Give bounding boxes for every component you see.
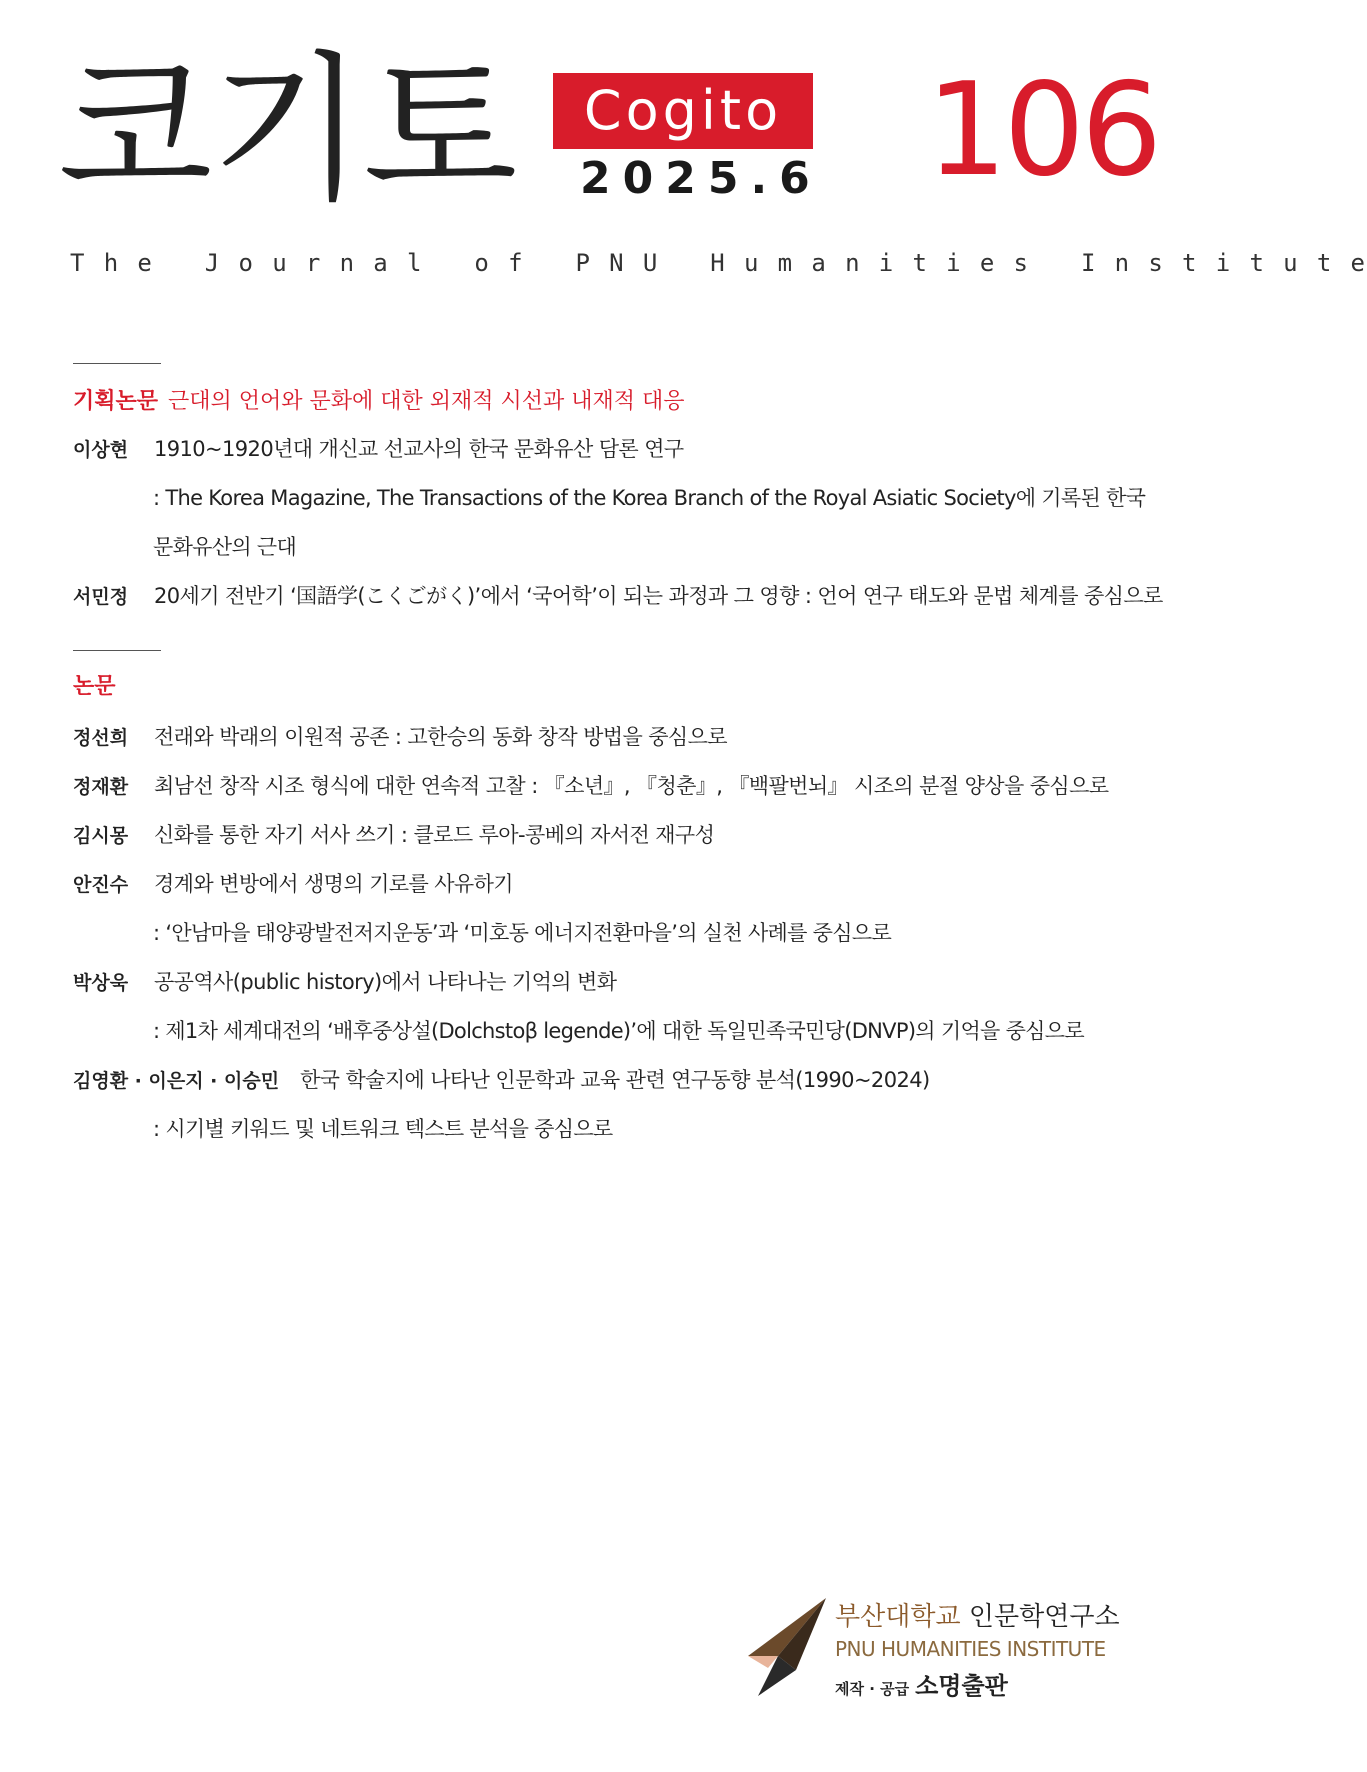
- article-author: 안진수: [73, 874, 129, 896]
- publisher-name: 소명출판: [915, 1672, 1008, 1700]
- article-author: 정선희: [73, 727, 129, 749]
- article-subtitle: : ‘안남마을 태양광발전저지운동’과 ‘미호동 에너지전환마을’의 실천 사례를 중심으로: [153, 921, 892, 945]
- article-entry: [73, 581, 1163, 612]
- article-entry: [73, 722, 727, 753]
- issue-number: 106: [926, 56, 1159, 205]
- issue-date: 2025.6: [580, 153, 822, 204]
- special-section-theme: 근대의 언어와 문화에 대한 외재적 시선과 내재적 대응: [168, 389, 685, 414]
- article-author: 이상현: [73, 439, 129, 461]
- special-section-heading: [73, 387, 685, 417]
- article-entry: [73, 967, 616, 998]
- article-title: 최남선 창작 시조 형식에 대한 연속적 고찰 : 『소년』, 『청춘』, 『백팔번뇌』 시조의 분절 양상을 중심으로: [154, 774, 1109, 798]
- article-entry: [73, 869, 513, 900]
- article-subtitle: : 제1차 세계대전의 ‘배후중상설(Dolchstoβ legende)’에 대한 독일민족국민당(DNVP)의 기억을 중심으로: [153, 1019, 1084, 1043]
- institute-name-english: PNU HUMANITIES INSTITUTE: [835, 1637, 1106, 1661]
- papers-section-label: 논문: [73, 674, 116, 699]
- journal-title-english: Cogito: [553, 73, 813, 149]
- article-title: 20세기 전반기 ‘国語学(こくごがく)’에서 ‘국어학’이 되는 과정과 그 영향 : 언어 연구 태도와 문법 체계를 중심으로: [154, 584, 1163, 608]
- institute-logo-icon: [738, 1598, 828, 1698]
- article-author: 정재환: [73, 776, 129, 798]
- producer-label: 제작 · 공급: [835, 1680, 910, 1698]
- institute-name-korean: [835, 1600, 1120, 1634]
- article-author: 서민정: [73, 586, 129, 608]
- producer-credit: [835, 1672, 1008, 1703]
- article-author: 김영환 · 이은지 · 이승민: [73, 1070, 280, 1092]
- special-section-label: 기획논문: [73, 389, 159, 414]
- university-name: 부산대학교: [835, 1602, 961, 1632]
- article-entry: [73, 1065, 930, 1096]
- journal-title-korean: 코기토: [58, 36, 516, 223]
- article-entry: [73, 820, 714, 851]
- article-subtitle: : 시기별 키워드 및 네트워크 텍스트 분석을 중심으로: [153, 1117, 613, 1141]
- article-title: 1910~1920년대 개신교 선교사의 한국 문화유산 담론 연구: [154, 437, 684, 461]
- section-divider: [73, 363, 161, 364]
- article-title: 신화를 통한 자기 서사 쓰기 : 클로드 루아-콩베의 자서전 재구성: [154, 823, 715, 847]
- article-title: 경계와 변방에서 생명의 기로를 사유하기: [154, 872, 513, 896]
- article-title: 전래와 박래의 이원적 공존 : 고한승의 동화 창작 방법을 중심으로: [154, 725, 727, 749]
- article-title: 한국 학술지에 나타난 인문학과 교육 관련 연구동향 분석(1990~2024): [300, 1068, 930, 1092]
- institute-name: 인문학연구소: [968, 1602, 1120, 1632]
- journal-subtitle: T h e J o u r n a l o f P N U H u m a n i t i e s I n s t i t u t e: [70, 249, 1367, 277]
- article-author: 김시몽: [73, 825, 129, 847]
- article-entry: [73, 434, 684, 465]
- article-entry: [73, 771, 1108, 802]
- article-subtitle: 문화유산의 근대: [153, 535, 297, 559]
- article-title: 공공역사(public history)에서 나타나는 기억의 변화: [154, 970, 617, 994]
- section-divider: [73, 650, 161, 651]
- papers-section-heading: [73, 672, 126, 702]
- article-author: 박상욱: [73, 972, 129, 994]
- article-subtitle: : The Korea Magazine, The Transactions of the Korea Branch of the Royal Asiatic Society에 기록된 한국: [153, 486, 1146, 510]
